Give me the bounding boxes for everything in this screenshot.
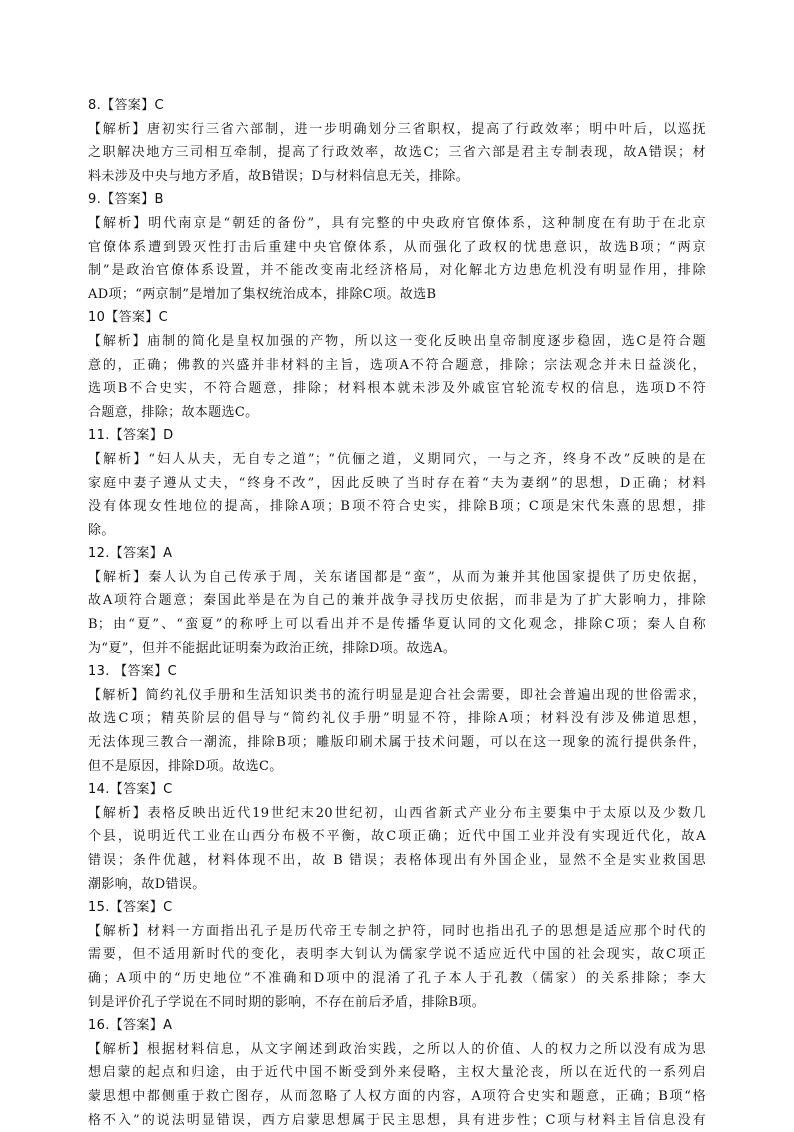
analysis-line: 个县，说明近代工业在山西分布极不平衡，故C项正确；近代中国工业并没有实现近代化，故A bbox=[88, 829, 706, 845]
analysis-line: 【解析】根据材料信息，从文字阐述到政治实践，之所以人的价值、人的权力之所以没有成为思 bbox=[88, 1041, 706, 1057]
analysis-line: AD项；“两京制”是增加了集权统治成本，排除C项。故选B bbox=[88, 286, 437, 302]
analysis-line: 钊是评价孔子学说在不同时期的影响，不存在前后矛盾，排除B项。 bbox=[88, 994, 486, 1010]
analysis-line: 没有体现女性地位的提高，排除A项；B项不符合史实，排除B项；C项是宋代朱熹的思想，排 bbox=[88, 499, 706, 515]
answer-analysis-page bbox=[88, 94, 706, 1132]
analysis-line: 【解析】唐初实行三省六部制，进一步明确划分三省职权，提高了行政效率；明中叶后，以巡抚 bbox=[88, 121, 706, 137]
analysis-line: 故A项符合题意；秦国此举是在为自己的兼并战争寻找历史依据，而非是为了扩大影响力，排除 bbox=[88, 593, 706, 609]
analysis-line: 【解析】明代南京是“朝廷的备份”，具有完整的中央政府官僚体系，这种制度在有助于在北京 bbox=[88, 215, 706, 231]
analysis-line: 【解析】秦人认为自己传承于周，关东诸国都是“蛮”，从而为兼并其他国家提供了历史依据， bbox=[88, 569, 706, 585]
answer-item-14 bbox=[88, 778, 706, 896]
analysis-line: 官僚体系遭到毁灭性打击后重建中央官僚体系，从而强化了政权的忧患意识，故选B项；“两京 bbox=[88, 239, 706, 255]
answer-heading: 14.【答案】C bbox=[88, 782, 173, 798]
analysis-line: 【解析】材料一方面指出孔子是历代帝王专制之护符，同时也指出孔子的思想是适应那个时代的 bbox=[88, 923, 706, 939]
answer-item-12 bbox=[88, 542, 706, 660]
analysis-line: 想启蒙的起点和归途，由于近代中国不断受到外来侵略，主权大量沦丧，所以在近代的一系列启 bbox=[88, 1065, 706, 1081]
answer-item-15 bbox=[88, 896, 706, 1014]
analysis-line: 家庭中妻子遵从丈夫，“终身不改”，因此反映了当时存在着“夫为妻纲”的思想，D正确；材料 bbox=[88, 475, 706, 491]
analysis-line: 为“夏”，但并不能据此证明秦为政治正统，排除D项。故选A。 bbox=[88, 640, 457, 656]
answer-item-8 bbox=[88, 94, 706, 188]
analysis-line: 选项B不合史实，不符合题意，排除；材料根本就未涉及外戚宦官轮流专权的信息，选项D不符 bbox=[88, 381, 706, 397]
analysis-line: B；由“夏”、“蛮夏”的称呼上可以看出并不是传播华夏认同的文化观念，排除C项；秦人自称 bbox=[88, 617, 706, 633]
answer-item-10 bbox=[88, 306, 706, 424]
analysis-line: 【解析】表格反映出近代19世纪末20世纪初，山西省新式产业分布主要集中于太原以及少数几 bbox=[88, 805, 706, 821]
analysis-line: 确；A项中的“历史地位”不准确和D项中的混淆了孔子本人于孔教（儒家）的关系排除；李大 bbox=[88, 970, 706, 986]
answer-item-11 bbox=[88, 424, 706, 542]
answer-heading: 11.【答案】D bbox=[88, 428, 174, 444]
answer-item-16 bbox=[88, 1014, 706, 1132]
answer-item-9 bbox=[88, 188, 706, 306]
analysis-line: 【解析】“妇人从夫，无自专之道”；“伉俪之道，义期同穴，一与之齐，终身不改”反映的是在 bbox=[88, 451, 706, 467]
analysis-line: 无法体现三教合一潮流，排除B项；雕版印刷术属于技术问题，可以在这一现象的流行提供条件， bbox=[88, 735, 706, 751]
analysis-line: 除。 bbox=[88, 522, 115, 538]
analysis-line: 潮影响，故D错误。 bbox=[88, 876, 206, 892]
analysis-line: 料未涉及中央与地方矛盾，故B错误；D与材料信息无关，排除。 bbox=[88, 168, 470, 184]
analysis-line: 格不入”的说法明显错误，西方启蒙思想属于民主思想，具有进步性；C项与材料主旨信息没有 bbox=[88, 1112, 706, 1128]
analysis-line: 之职解决地方三司相互牵制，提高了行政效率，故选C；三省六部是君主专制表现，故A错误；材 bbox=[88, 145, 706, 161]
analysis-line: 制”是政治官僚体系设置，并不能改变南北经济格局，对化解北方边患危机没有明显作用，排除 bbox=[88, 263, 706, 279]
answer-item-13 bbox=[88, 660, 706, 778]
answer-heading: 8.【答案】C bbox=[88, 98, 164, 113]
answer-heading: 9.【答案】B bbox=[88, 192, 164, 208]
analysis-line: 合题意，排除；故本题选C。 bbox=[88, 404, 259, 420]
analysis-line: 【解析】简约礼仪手册和生活知识类书的流行明显是迎合社会需要，即社会普遍出现的世俗需求， bbox=[88, 687, 706, 703]
answer-heading: 13. 【答案】C bbox=[88, 664, 178, 680]
answer-heading: 12.【答案】A bbox=[88, 546, 173, 562]
analysis-line: 需要，但不适用新时代的变化，表明李大钊认为儒家学说不适应近代中国的社会现实，故C项正 bbox=[88, 947, 706, 963]
answer-heading: 10【答案】C bbox=[88, 310, 169, 326]
analysis-line: 意的，正确；佛教的兴盛并非材料的主旨，选项A不符合题意，排除；宗法观念并未日益淡化， bbox=[88, 357, 706, 373]
analysis-line: 蒙思想中都侧重于救亡图存，从而忽略了人权方面的内容，A项符合史实和题意，正确；B项“格 bbox=[88, 1088, 706, 1104]
analysis-line: 【解析】庙制的简化是皇权加强的产物，所以这一变化反映出皇帝制度逐步稳固，选C是符合题 bbox=[88, 333, 706, 349]
analysis-line: 但不是原因，排除D项。故选C。 bbox=[88, 758, 283, 774]
answer-heading: 16.【答案】A bbox=[88, 1018, 173, 1034]
analysis-line: 故选C项；精英阶层的倡导与“简约礼仪手册”明显不符，排除A项；材料没有涉及佛道思想， bbox=[88, 711, 706, 727]
analysis-line: 错误；条件优越，材料体现不出，故 B 错误；表格体现出有外国企业，显然不全是实业救国思 bbox=[88, 853, 706, 868]
answer-heading: 15.【答案】C bbox=[88, 900, 173, 916]
